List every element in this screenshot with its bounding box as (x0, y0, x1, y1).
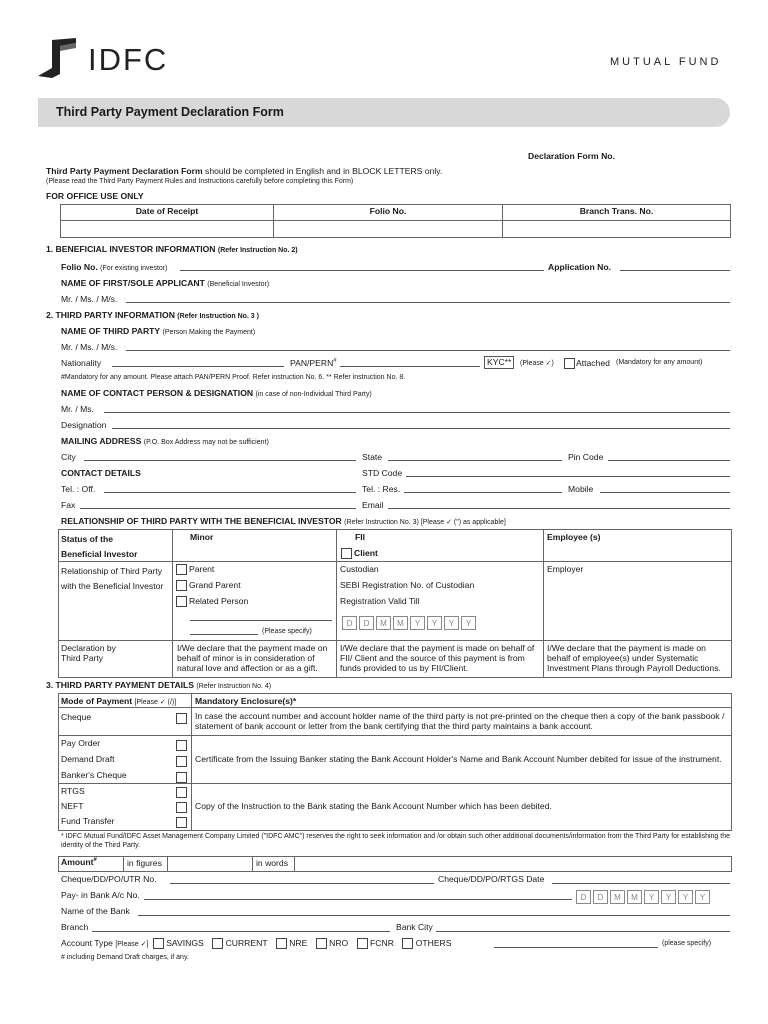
kyc-mandatory-note: (Mandatory for any amount) (616, 359, 703, 366)
application-input[interactable] (620, 270, 730, 271)
pin-input[interactable] (608, 460, 730, 461)
nre-checkbox[interactable] (276, 938, 287, 949)
tel-res-input[interactable] (404, 492, 562, 493)
dd-charges-footnote: # including Demand Draft charges, if any. (61, 954, 189, 961)
bank-name-label: Name of the Bank (61, 906, 130, 916)
status-header: Status of the Beneficial Investor (61, 534, 138, 559)
city-input[interactable] (84, 460, 356, 461)
demand-draft-checkbox[interactable] (176, 756, 187, 767)
current-checkbox[interactable] (212, 938, 223, 949)
office-col-date: Date of Receipt (61, 205, 274, 221)
declaration-fii: I/We declare that the payment is made on behalf of FII/ Client and the source of this payment is from funds provided to us by FII/Client. (340, 643, 535, 673)
bankers-cheque-checkbox[interactable] (176, 772, 187, 783)
fcnr-label: FCNR (370, 938, 394, 948)
pan-input[interactable] (340, 366, 480, 367)
related-person-input-1[interactable] (190, 620, 332, 621)
fax-input[interactable] (80, 508, 356, 509)
fund-transfer-checkbox[interactable] (176, 817, 187, 828)
std-label: STD Code (362, 468, 403, 478)
contact-mr-ms: Mr. / Ms. (61, 404, 94, 414)
cheque-date-line (552, 883, 730, 884)
contact-details-label: CONTACT DETAILS (61, 468, 141, 478)
others-specify-input[interactable] (494, 947, 658, 948)
declaration-no-label: Declaration Form No. (528, 151, 615, 161)
cheque-checkbox[interactable] (176, 713, 187, 724)
office-use-heading: FOR OFFICE USE ONLY (46, 191, 144, 201)
grand-parent-label: Grand Parent (189, 580, 241, 590)
third-party-name-label: NAME OF THIRD PARTY (Person Making the Payment) (61, 326, 256, 336)
rtgs-label: RTGS (61, 786, 85, 796)
tagline: MUTUAL FUND (610, 56, 722, 68)
intro-line2: (Please read the Third Party Payment Rules and Instructions carefully before completing this Form) (46, 178, 354, 185)
nro-label: NRO (329, 938, 349, 948)
section2-title: 2. THIRD PARTY INFORMATION (Refer Instruction No. 3 ) (46, 310, 259, 320)
applicant-name-input[interactable] (126, 302, 730, 303)
account-type-row: Account Type [Please ✓] SAVINGS CURRENT NRE NRO FCNR OTHERS (61, 938, 452, 948)
contact-person-label: NAME OF CONTACT PERSON & DESIGNATION (in case of non-Individual Third Party) (61, 388, 372, 398)
current-label: CURRENT (225, 938, 268, 948)
state-input[interactable] (388, 460, 562, 461)
cheque-enclosure: In case the account number and account holder name of the third party is not pre-printed on the cheque then a copy of the bank passbook / statement of bank account or letter from the bank certifying that the third party maintains a bank account. (195, 711, 725, 731)
pay-order-checkbox[interactable] (176, 740, 187, 751)
relationship-label: RELATIONSHIP OF THIRD PARTY WITH THE BENEFICIAL INVESTOR (Refer Instruction No. 3) [Please ✓ (") as applicable] (61, 516, 506, 526)
office-date-input[interactable] (61, 221, 274, 238)
form-title: Third Party Payment Declaration Form (56, 105, 284, 119)
brand-name: IDFC (88, 42, 169, 77)
savings-label: SAVINGS (166, 938, 204, 948)
kyc-attached-label: Attached (576, 358, 610, 368)
parent-checkbox[interactable] (176, 564, 187, 575)
related-person-label: Related Person (189, 596, 249, 606)
mailing-address-label: MAILING ADDRESS (P.O. Box Address may not be sufficient) (61, 436, 269, 446)
fund-transfer-label: Fund Transfer (61, 816, 115, 826)
office-col-folio: Folio No. (274, 205, 503, 221)
bank-city-label: Bank City (396, 922, 433, 932)
grand-parent-checkbox[interactable] (176, 580, 187, 591)
pay-in-input[interactable] (144, 899, 572, 900)
kyc-box: KYC** (484, 356, 514, 369)
designation-input[interactable] (112, 428, 730, 429)
nationality-input[interactable] (112, 366, 284, 367)
neft-label: NEFT (61, 801, 84, 811)
applicant-salutation: Mr. / Ms. / M/s. (61, 294, 118, 304)
valid-till-label: Registration Valid Till (340, 596, 420, 606)
third-party-name-input[interactable] (126, 350, 730, 351)
others-please-specify: (please specify) (662, 940, 712, 947)
kyc-please-tick: (Please ✓) (520, 360, 554, 367)
section1-title: 1. BENEFICIAL INVESTOR INFORMATION (Refer Instruction No. 2) (46, 244, 298, 254)
minor-header: Minor (190, 532, 214, 542)
in-words-label: in words (256, 858, 288, 868)
others-label: OTHERS (415, 938, 452, 948)
related-person-checkbox[interactable] (176, 596, 187, 607)
cheque-date-boxes[interactable]: D D M M Y Y Y Y (576, 890, 712, 904)
email-label: Email (362, 500, 384, 510)
declaration-label: Declaration by Third Party (61, 643, 116, 663)
client-label: Client (354, 548, 378, 558)
bank-city-input[interactable] (436, 931, 730, 932)
amount-label: Amount# (61, 857, 97, 867)
cheque-no-label: Cheque/DD/PO/UTR No. (61, 874, 157, 884)
pin-label: Pin Code (568, 452, 604, 462)
employee-header: Employee (s) (547, 532, 601, 542)
sebi-label: SEBI Registration No. of Custodian (340, 580, 475, 590)
dd-enclosure: Certificate from the Issuing Banker stating the Bank Account Holder's Name and Bank Account Number debited for issue of the instrument. (195, 754, 722, 764)
nationality-label: Nationality (61, 358, 102, 368)
office-col-branch: Branch Trans. No. (503, 205, 731, 221)
branch-label: Branch (61, 922, 89, 932)
amc-note: * IDFC Mutual Fund/IDFC Asset Management Company Limited ("IDFC AMC") reserves the right to seek information and /or obtain such other additional documents/information from the Third Party for establishing the identity of the Third Party. (61, 833, 730, 849)
state-label: State (362, 452, 383, 462)
nro-checkbox[interactable] (316, 938, 327, 949)
fcnr-checkbox[interactable] (357, 938, 368, 949)
contact-name-input[interactable] (104, 412, 730, 413)
fii-header: FII (355, 532, 366, 542)
office-folio-input[interactable] (274, 221, 503, 238)
section3-title: 3. THIRD PARTY PAYMENT DETAILS (Refer Instruction No. 4) (46, 680, 272, 690)
amount-words-input[interactable] (295, 857, 729, 870)
employer-label: Employer (547, 564, 584, 574)
applicant-name-label: NAME OF FIRST/SOLE APPLICANT (Beneficial Investor) (61, 278, 270, 288)
savings-checkbox[interactable] (153, 938, 164, 949)
relationship-row-label: Relationship of Third Party with the Beneficial Investor (61, 566, 164, 591)
others-checkbox[interactable] (402, 938, 413, 949)
bankers-cheque-label: Banker's Cheque (61, 770, 127, 780)
mode-of-payment-header: Mode of Payment [Please ✓ (/)] (61, 696, 177, 706)
office-use-table (60, 204, 731, 238)
tel-off-label: Tel. : Off. (61, 484, 96, 494)
idfc-logo-icon (38, 38, 84, 78)
kyc-attached-checkbox[interactable] (564, 358, 575, 369)
pan-label: PAN/PERN# (290, 358, 337, 368)
tel-res-label: Tel. : Res. (362, 484, 401, 494)
valid-till-date-boxes[interactable]: D D M M Y Y Y Y (342, 616, 478, 630)
demand-draft-label: Demand Draft (61, 754, 115, 764)
third-party-salutation: Mr. / Ms. / M/s. (61, 342, 118, 352)
cheque-date-label: Cheque/DD/PO/RTGS Date (438, 874, 545, 884)
email-input[interactable] (388, 508, 730, 509)
rtgs-checkbox[interactable] (176, 787, 187, 798)
related-person-input-2[interactable] (190, 634, 258, 635)
folio-row: Folio No. (For existing investor) (61, 262, 168, 272)
std-input[interactable] (406, 476, 730, 477)
application-label: Application No. (548, 262, 612, 272)
client-checkbox[interactable] (341, 548, 352, 559)
declaration-minor: I/We declare that the payment made on behalf of minor is in consideration of natural love and affection or as a gift. (177, 643, 328, 673)
office-branch-input[interactable] (503, 221, 731, 238)
pay-in-label: Pay- in Bank A/c No. (61, 890, 140, 900)
fax-label: Fax (61, 500, 76, 510)
branch-input[interactable] (92, 931, 390, 932)
amount-figures-input[interactable] (168, 857, 251, 870)
mobile-label: Mobile (568, 484, 594, 494)
designation-label: Designation (61, 420, 107, 430)
cheque-no-input[interactable] (170, 883, 434, 884)
nre-label: NRE (289, 938, 308, 948)
mobile-input[interactable] (600, 492, 730, 493)
rtgs-enclosure: Copy of the Instruction to the Bank stating the Bank Account Number which has been debited. (195, 801, 552, 811)
enclosure-header: Mandatory Enclosure(s)* (195, 696, 297, 706)
bank-name-input[interactable] (138, 915, 730, 916)
city-label: City (61, 452, 76, 462)
in-figures-label: in figures (127, 858, 162, 868)
minor-please-specify: (Please specify) (262, 628, 312, 635)
cheque-label: Cheque (61, 712, 92, 722)
tel-off-input[interactable] (104, 492, 356, 493)
parent-label: Parent (189, 564, 215, 574)
pan-footnote: #Mandatory for any amount. Please attach PAN/PERN Proof. Refer instruction No. 6. ** Refer instruction No. 8. (61, 374, 406, 381)
declaration-employee: I/We declare that the payment is made on behalf of employee(s) under Systematic Investment Plans through Payroll Deductions. (547, 643, 721, 673)
intro-line1: Third Party Payment Declaration Form should be completed in English and in BLOCK LETTERS only. (46, 166, 443, 176)
neft-checkbox[interactable] (176, 802, 187, 813)
folio-input[interactable] (180, 270, 544, 271)
custodian-label: Custodian (340, 564, 379, 574)
pay-order-label: Pay Order (61, 738, 101, 748)
